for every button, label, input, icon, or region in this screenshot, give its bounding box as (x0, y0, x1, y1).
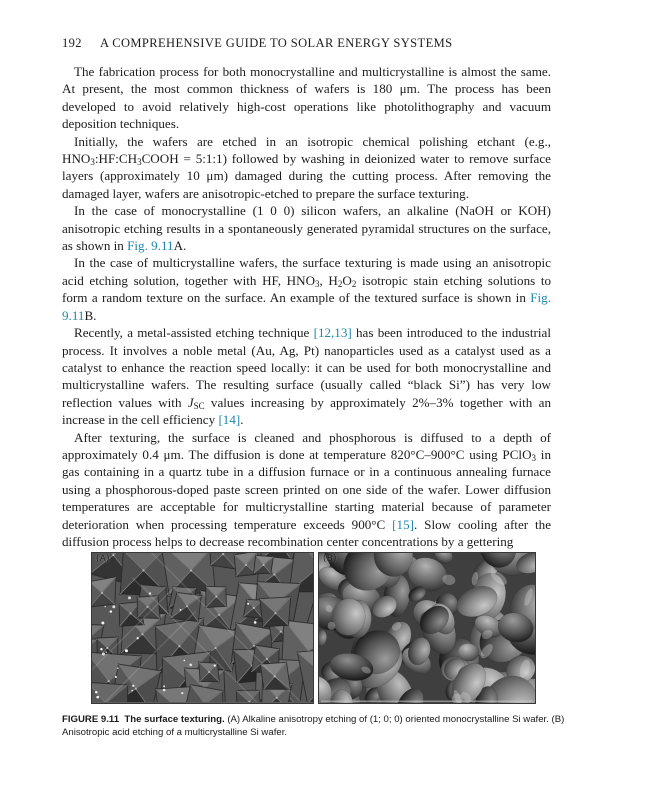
figure-panel-a (92, 553, 313, 703)
running-title: A COMPREHENSIVE GUIDE TO SOLAR ENERGY SYSTEMS (99, 36, 453, 50)
panel-b-label: (B) (323, 554, 337, 564)
citation-link[interactable]: [12,13] (313, 325, 352, 341)
text-segment: O (342, 272, 352, 288)
text-segment: isotropic stain etching solutions to form a random texture on the surface. An example of the textured surface is shown in (62, 272, 552, 306)
figure-caption (62, 713, 567, 739)
subscript-text: 2 (337, 278, 343, 289)
paragraph (62, 133, 551, 203)
subscript-text: 3 (90, 157, 95, 168)
subscript-text: 2 (351, 278, 357, 289)
page-header (62, 36, 452, 51)
italic-text: J (187, 394, 194, 410)
panel-a-label: (A) (96, 554, 110, 564)
text-segment: , H (319, 272, 338, 288)
paragraph (62, 63, 551, 133)
text-segment: . Slow cooling after the diffusion process helps to decrease recombination center concentrations by a gettering (62, 516, 552, 549)
text-segment: Recently, a metal-assisted etching technique (74, 325, 314, 341)
figure-caption-text: (A) Alkaline anisotropy etching of (1; 0; 0) oriented monocrystalline Si wafer. (B) Anisotropic acid etching of a multicrystalline Si wafer. (62, 714, 565, 738)
paragraph (62, 254, 551, 324)
text-segment: After texturing, the surface is cleaned and phosphorous is diffused to a depth of approximately 0.4 μm. The diffusion is done at temperature 820°C–900°C using PClO (62, 429, 551, 462)
paragraph (62, 324, 551, 428)
paragraph (62, 202, 551, 254)
citation-link[interactable]: [15] (392, 516, 414, 532)
text-segment: A. (173, 238, 187, 254)
text-segment: In the case of monocrystalline (1 0 0) silicon wafers, an alkaline (NaOH or KOH) anisotropic etching results in a spontaneously generated pyramidal structures on the surface, as shown in (62, 203, 551, 254)
text-segment: values increasing by approximately 2%–3% together with an increase in the cell efficiency (62, 394, 551, 428)
text-segment: COOH = 5:1:1) followed by washing in deionized water to remove surface layers (approximately 10 μm) damaged during the cutting process. After removing the damaged layer, wafers are anisotropic-etched to prepare the surface texturing. (62, 151, 551, 201)
figure-panel-b (319, 553, 535, 703)
figure-caption-title: The surface texturing. (124, 714, 225, 725)
text-segment: The fabrication process for both monocrystalline and multicrystalline is almost the same. At present, the most common thickness of wafers is 180 μm. The process has been developed to avoid relatively high-cost operations like photolithography and vacuum deposition techniques. (62, 64, 551, 132)
paragraph (62, 429, 551, 551)
sem-image-monocrystalline (92, 553, 313, 702)
text-segment: :HF:CH (94, 151, 138, 167)
citation-link[interactable]: Fig. 9.11 (62, 290, 551, 323)
citation-link[interactable]: [14] (218, 412, 241, 428)
subscript-text: 3 (315, 278, 320, 289)
citation-link[interactable]: Fig. 9.11 (127, 238, 174, 254)
subscript-text: SC (193, 400, 205, 411)
sem-image-multicrystalline (319, 553, 535, 703)
text-segment: . (240, 412, 244, 428)
text-segment: has been introduced to the industrial process. It involves a noble metal (Au, Ag, Pt) nanoparticles used as a catalyst used as a catalyst to enhance the reaction speed locally: it can be used for both monocrystalline and multicrystalline wafers. The resulting surface (usually called “black Si”) has very low reflection values with (62, 325, 551, 410)
figure-caption-number: FIGURE 9.11 (62, 714, 120, 725)
text-segment: in gas containing in a quartz tube in a diffusion furnace or in a continuous annealing furnace using a phosphorous-doped paste screen printed on one side of the wafer. Lower diffusion temperatures are acceptable for multicrystalline starting material because of parameter deterioration when processing temperature exceeds 900°C (62, 446, 551, 532)
text-segment: Initially, the wafers are etched in an isotropic chemical polishing etchant (e.g., HNO (62, 133, 551, 167)
page-number: 192 (62, 36, 82, 50)
subscript-text: 3 (137, 157, 142, 168)
article-body (62, 63, 551, 550)
text-segment: In the case of multicrystalline wafers, the surface texturing is made using an anisotropic acid etching solution, together with HF, HNO (62, 255, 551, 288)
figure-9-11 (92, 553, 535, 703)
subscript-text: 3 (531, 452, 537, 463)
text-segment: B. (84, 307, 97, 323)
